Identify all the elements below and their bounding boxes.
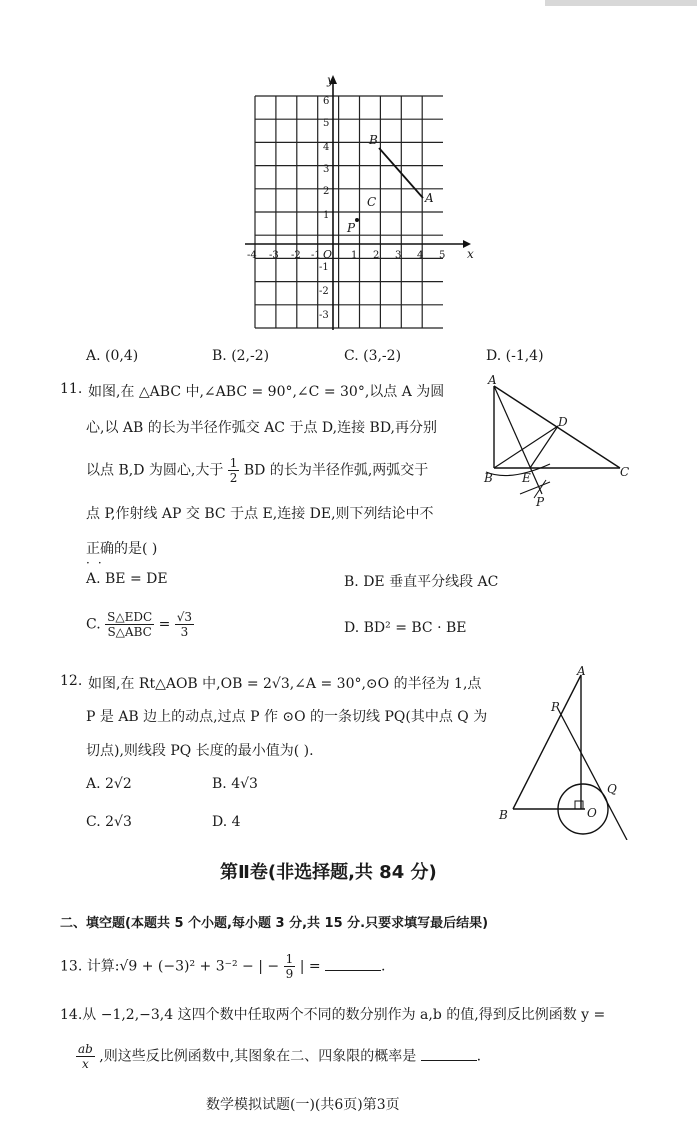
q11-choice-c-fraction <box>105 610 154 639</box>
y-tick: 5 <box>323 118 330 129</box>
area-edc: S△EDC <box>107 610 153 624</box>
q14-answer-blank[interactable] <box>421 1046 477 1061</box>
q12-triangle-figure <box>495 665 645 840</box>
emphasis-dots: ·· <box>86 556 110 570</box>
rhs-num: √3 <box>176 610 193 624</box>
x-tick: 3 <box>395 250 402 261</box>
q10-choice-d: D. (-1,4) <box>486 348 544 364</box>
q11-triangle-figure <box>480 372 630 512</box>
q11-choice-a: A. BE = DE <box>86 571 168 587</box>
q12-choice-d: D. 4 <box>212 814 241 830</box>
q12-choice-b: B. 4√3 <box>212 776 258 792</box>
q11-line3-pre: 以点 B,D 为圆心,大于 <box>86 462 224 479</box>
y-tick: 2 <box>323 186 330 197</box>
point-label-a: A <box>425 191 434 205</box>
q13-frac-num: 1 <box>285 952 294 966</box>
section-title: 第Ⅱ卷(非选择题,共 84 分) <box>220 862 437 883</box>
x-tick: 2 <box>373 250 380 261</box>
q12-label-p: P <box>551 700 560 714</box>
y-tick-labels <box>319 96 329 321</box>
q11-choice-c-label: C. <box>86 616 101 633</box>
x-tick: 4 <box>417 250 424 261</box>
y-tick: -3 <box>319 310 329 321</box>
q13-line <box>60 952 386 981</box>
q14-line1: 14.从 −1,2,−3,4 这四个数中任取两个不同的数分别作为 a,b 的值,得到反比例函数 y = <box>60 1007 606 1023</box>
y-tick: -1 <box>319 262 329 273</box>
q10-choice-a: A. (0,4) <box>86 348 139 364</box>
q11-choice-c <box>86 610 194 639</box>
q13-fraction <box>284 952 296 981</box>
q11-frac-den: 2 <box>229 471 238 485</box>
q14-end: . <box>476 1048 482 1065</box>
q11-label-p: P <box>536 495 545 509</box>
x-tick: 5 <box>439 250 446 261</box>
q11-choice-c-eq: = <box>158 616 171 633</box>
q12-line2: P 是 AB 边上的动点,过点 P 作 ⊙O 的一条切线 PQ(其中点 Q 为 <box>86 709 488 725</box>
top-edge-strip <box>545 0 697 6</box>
q10-choice-b: B. (2,-2) <box>212 348 270 364</box>
q14-frac-den: x <box>82 1057 89 1071</box>
q12-line1: 如图,在 Rt△AOB 中,OB = 2√3,∠A = 30°,⊙O 的半径为 1,点 <box>88 676 482 692</box>
y-axis-label: y <box>327 73 334 87</box>
point-label-c: C <box>367 195 377 209</box>
q11-label-d: D <box>558 415 568 429</box>
y-tick: 3 <box>323 164 330 175</box>
q11-line2: 心,以 AB 的长为半径作弧交 AC 于点 D,连接 BD,再分别 <box>86 420 438 436</box>
x-tick: -1 <box>311 250 321 261</box>
q11-line5: 正确的是( ) <box>86 541 158 557</box>
q11-label-a: A <box>488 373 497 387</box>
y-tick: 4 <box>323 142 330 153</box>
fill-blank-header: 二、填空题(本题共 5 个小题,每小题 3 分,共 15 分.只要求填写最后结果) <box>60 916 489 931</box>
area-abc: S△ABC <box>107 625 152 639</box>
q12-line3: 切点),则线段 PQ 长度的最小值为( ). <box>86 743 314 759</box>
q12-choice-c: C. 2√3 <box>86 814 132 830</box>
q14-line2 <box>76 1042 481 1071</box>
x-axis-label: x <box>467 247 474 261</box>
q11-label-b: B <box>484 471 493 485</box>
rhs-den: 3 <box>180 625 189 639</box>
q13-frac-den: 9 <box>285 967 294 981</box>
q14-fraction <box>76 1042 95 1071</box>
x-tick: 1 <box>351 250 358 261</box>
q11-label-c: C <box>620 465 630 479</box>
q11-number: 11. <box>60 381 83 397</box>
q11-line4: 点 P,作射线 AP 交 BC 于点 E,连接 DE,则下列结论中不 <box>86 506 434 522</box>
coordinate-grid-figure <box>245 72 475 334</box>
q13-end: . <box>381 958 386 975</box>
y-tick: -2 <box>319 286 329 297</box>
q12-number: 12. <box>60 673 83 689</box>
x-tick: -4 <box>247 250 257 261</box>
x-tick: -2 <box>291 250 301 261</box>
q10-choice-c: C. (3,-2) <box>344 348 402 364</box>
q14-frac-num: ab <box>78 1042 93 1056</box>
y-tick: 6 <box>323 96 330 107</box>
q11-label-e: E <box>522 471 531 485</box>
q12-label-q: Q <box>607 782 617 796</box>
q11-choice-b: B. DE 垂直平分线段 AC <box>344 574 499 590</box>
q12-label-a: A <box>577 665 586 678</box>
point-label-b: B <box>369 133 378 147</box>
q11-choice-d: D. BD² = BC · BE <box>344 620 467 636</box>
q13-text-pre: 13. 计算:√9 + (−3)² + 3⁻² − | − <box>60 958 280 975</box>
q13-text-post: | = <box>299 958 321 975</box>
q11-line3 <box>86 456 428 485</box>
x-tick: -3 <box>269 250 279 261</box>
q12-choice-a: A. 2√2 <box>86 776 132 792</box>
point-label-p: P <box>347 221 356 235</box>
q12-label-b: B <box>499 808 508 822</box>
q11-fraction <box>228 456 240 485</box>
q14-line2-post: ,则这些反比例函数中,其图象在二、四象限的概率是 <box>99 1048 417 1065</box>
q13-answer-blank[interactable] <box>325 956 381 971</box>
q11-choice-c-rhs <box>175 610 194 639</box>
q12-label-o: O <box>587 806 597 820</box>
x-tick-labels <box>247 250 445 261</box>
page-footer: 数学模拟试题(一)(共6页)第3页 <box>206 1097 400 1113</box>
y-tick: 1 <box>323 210 330 221</box>
q11-line3-post: BD 的长为半径作弧,两弧交于 <box>243 462 429 479</box>
q11-line1: 如图,在 △ABC 中,∠ABC = 90°,∠C = 30°,以点 A 为圆 <box>88 384 445 400</box>
q11-frac-num: 1 <box>229 456 238 470</box>
origin-label: O <box>323 248 333 261</box>
